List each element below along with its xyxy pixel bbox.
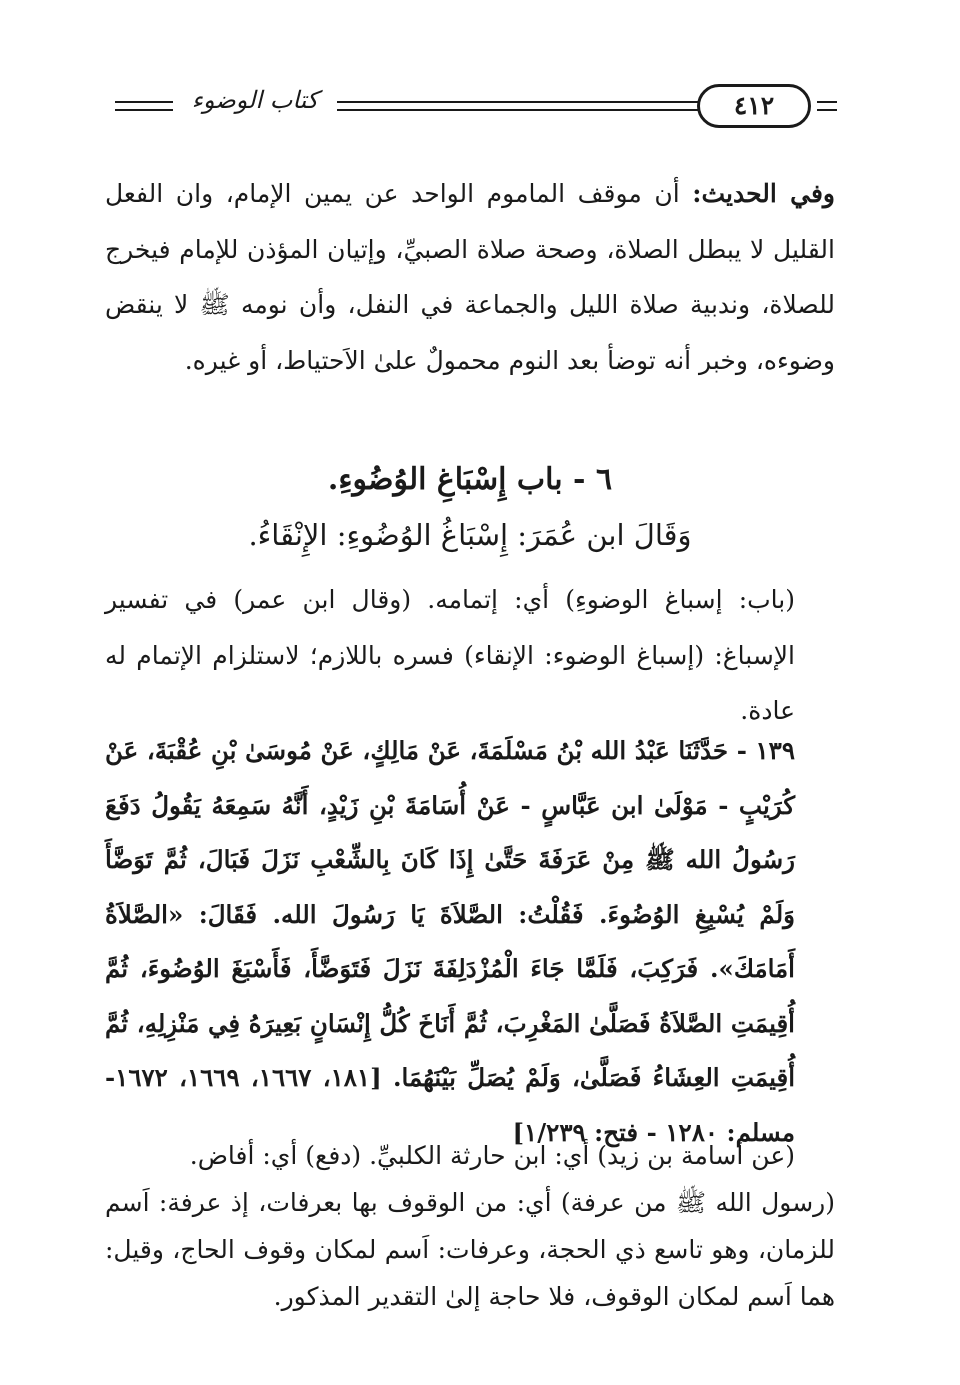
chapter-commentary-text: (باب: إسباغ الوضوءِ) أي: إتمامه. (وقال ابن عمر) في تفسير الإسباغ: (إسباغ الوضوء: الإنقاء) فسره باللازم؛ لاستلزام الإتمام له عادة. bbox=[105, 585, 795, 725]
book-page bbox=[105, 84, 836, 1311]
header-rule-right bbox=[817, 101, 837, 111]
page-number: ٤١٢ bbox=[697, 84, 811, 128]
hadith-text: ١٣٩ - حَدَّثَنَا عَبْدُ الله بْنُ مَسْلَمَةَ، عَنْ مَالِكٍ، عَنْ مُوسَىٰ بْنِ عُقْبَةَ، عَنْ كُرَيْبٍ - مَوْلَىٰ ابن عَبَّاسٍ - عَنْ أُسَامَةَ بْنِ زَيْدٍ، أَنَّهُ سَمِعَهُ يَقُولُ دَفَعَ رَسُولُ الله ﷺ مِنْ عَرَفَةَ حَتَّىٰ إِذَا كَانَ بِالشِّعْبِ نَزَلَ فَبَالَ، ثُمَّ تَوَضَّأَ وَلَمْ يُسْبِغِ الوُضُوءَ. فَقُلْتُ: الصَّلاَةَ يَا رَسُولَ الله. فَقَالَ: «الصَّلاَةُ أَمَامَكَ». فَرَكِبَ، فَلَمَّا جَاءَ الْمُزْدَلِفَةَ نَزَلَ فَتَوَضَّأَ، فَأَسْبَغَ الوُضُوءَ، ثُمَّ أُقِيمَتِ الصَّلاَةُ فَصَلَّىٰ المَغْرِبَ، ثُمَّ أَنَاخَ كُلُّ إِنْسَانٍ بَعِيرَهُ فِي مَنْزِلِهِ، ثُمَّ أُقِيمَتِ العِشَاءُ فَصَلَّىٰ، وَلَمْ يُصَلِّ بَيْنَهُمَا. [١٨١، ١٦٦٧، ١٦٦٩، ١٦٧٢- مسلم: ١٢٨٠ - فتح: ١/٢٣٩] bbox=[105, 736, 795, 1147]
intro-text: أن موقف الماموم الواحد عن يمين الإمام، وان الفعل القليل لا يبطل الصلاة، وصحة صلاة الصبيِّ، وإتيان المؤذن للإمام فيخرج للصلاة، وندبية صلاة الليل والجماعة في النفل، وأن نومه ﷺ لا ينقض وضوءه، وخبر أنه توضأ بعد النوم محمولٌ علىٰ الاَحتياط، أو غيره. bbox=[105, 179, 835, 375]
running-title: كتاب الوضوء bbox=[191, 86, 319, 114]
commentary-paragraph-1: (عن أسامة بن زيد) أي: ابن حارثة الكلبيِّ. (دفع) أي: أفاض. bbox=[189, 1141, 795, 1170]
hadith-block bbox=[105, 724, 835, 1160]
chapter-commentary bbox=[105, 572, 835, 739]
page-header bbox=[105, 84, 835, 132]
chapter-quote: وَقَالَ ابن عُمَرَ: إِسْبَاغُ الوُضُوءِ: الإِنْقَاءُ. bbox=[248, 518, 692, 552]
commentary-paragraph-2: (رسول الله ﷺ من عرفة) أي: من الوقوف بها بعرفات، إذ عرفة: اَسم للزمان، وهو تاسع ذي الحجة، وعرفات: اَسم لمكان وقوف الحاج، وقيل: هما اَسم لمكان الوقوف، فلا حاجة إلىٰ التقدير المذكور. bbox=[105, 1188, 835, 1311]
hadith-commentary bbox=[105, 1132, 835, 1320]
header-rule-left bbox=[115, 101, 173, 111]
intro-lead: وفي الحديث: bbox=[692, 179, 836, 208]
intro-paragraph bbox=[105, 166, 835, 388]
chapter-heading: ٦ - باب إِسْبَاغِ الوُضُوءِ. bbox=[327, 462, 613, 497]
